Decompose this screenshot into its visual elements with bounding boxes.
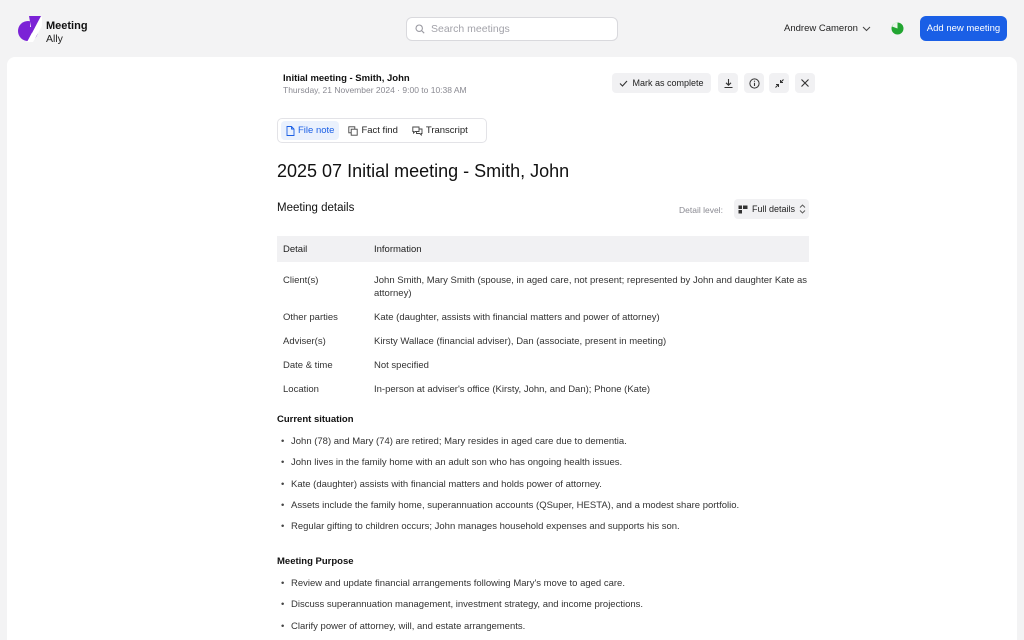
- tab-transcript[interactable]: [407, 121, 473, 140]
- detail-level-icon: [738, 205, 748, 214]
- cell-detail: Adviser(s): [283, 336, 326, 347]
- search-input[interactable]: [431, 23, 611, 35]
- cell-info: Kirsty Wallace (financial adviser), Dan (associate, present in meeting): [374, 336, 667, 347]
- meeting-date: Thursday, 21 November 2024 · 9:00 to 10:38 AM: [283, 85, 467, 95]
- list-item: • Review and update financial arrangements following Mary's move to aged care.: [281, 578, 643, 599]
- tab-label: Transcript: [425, 125, 468, 136]
- meeting-details-heading: Meeting details: [277, 202, 355, 214]
- list-item: • Discuss superannuation management, investment strategy, and income projections.: [281, 599, 643, 620]
- document-title: 2025 07 Initial meeting - Smith, John: [277, 161, 570, 181]
- list-item: • John (78) and Mary (74) are retired; Mary resides in aged care due to dementia.: [281, 436, 739, 457]
- meeting-title: Initial meeting - Smith, John: [283, 73, 410, 84]
- check-icon: [619, 80, 628, 87]
- list-item: • Assets include the family home, superannuation accounts (QSuper, HESTA), and a modest share portfolio.: [281, 500, 739, 521]
- cell-info: John Smith, Mary Smith (spouse, in aged care, not present; represented by John and daughter Kate as attorney): [374, 275, 808, 299]
- info-button[interactable]: [744, 73, 764, 93]
- tab-label: Fact find: [361, 125, 398, 136]
- collapse-icon: [774, 78, 785, 89]
- header-detail: Detail: [283, 243, 308, 255]
- cell-detail: Location: [283, 384, 319, 395]
- cell-detail: Date & time: [283, 360, 333, 371]
- add-new-meeting-button[interactable]: Add new meeting: [920, 16, 1007, 41]
- cell-info: In-person at adviser's office (Kirsty, John, and Dan); Phone (Kate): [374, 384, 651, 395]
- current-situation-list: [281, 436, 739, 542]
- download-icon: [723, 78, 734, 89]
- detail-level-value: Full details: [752, 204, 796, 214]
- cell-info: Not specified: [374, 360, 429, 371]
- tab-file-note[interactable]: [281, 121, 339, 140]
- table-row: [277, 335, 809, 348]
- cell-info: Kate (daughter, assists with financial matters and power of attorney): [374, 312, 660, 323]
- app-logo-icon[interactable]: [17, 15, 43, 43]
- collapse-button[interactable]: [769, 73, 789, 93]
- download-button[interactable]: [718, 73, 738, 93]
- list-item: • Regular gifting to children occurs; John manages household expenses and supports his son.: [281, 521, 739, 542]
- chat-icon: [412, 126, 423, 136]
- table-row: [277, 311, 809, 324]
- list-item: • John lives in the family home with an adult son who has ongoing health issues.: [281, 457, 739, 478]
- view-tabs: [277, 118, 487, 143]
- brand-sub: Ally: [46, 33, 63, 45]
- top-bar: [0, 0, 1024, 56]
- mark-as-complete-button[interactable]: [612, 73, 711, 93]
- tab-fact-find[interactable]: [343, 121, 402, 140]
- list-item: • Kate (daughter) assists with financial matters and holds power of attorney.: [281, 479, 739, 500]
- close-icon: [800, 78, 810, 88]
- current-situation-heading: Current situation: [277, 414, 354, 425]
- table-row: [277, 359, 809, 372]
- meeting-purpose-list: [281, 578, 643, 640]
- chevron-down-icon: [862, 26, 871, 32]
- mark-as-complete-label: Mark as complete: [632, 78, 704, 88]
- meeting-purpose-heading: Meeting Purpose: [277, 556, 354, 567]
- info-icon: [749, 78, 760, 89]
- detail-level-select[interactable]: [734, 199, 809, 219]
- cell-detail: Other parties: [283, 312, 338, 323]
- table-row: [277, 383, 809, 396]
- brand: [46, 20, 88, 46]
- search-box[interactable]: [406, 17, 618, 41]
- file-icon: [286, 126, 295, 136]
- tab-label: File note: [298, 125, 335, 136]
- close-button[interactable]: [795, 73, 815, 93]
- table-row: [277, 274, 809, 300]
- search-icon: [415, 24, 425, 34]
- table-header: [277, 236, 809, 262]
- list-item: • Clarify power of attorney, will, and estate arrangements.: [281, 621, 643, 640]
- copy-icon: [348, 126, 358, 136]
- chevron-updown-icon: [799, 204, 806, 214]
- status-indicator-icon[interactable]: [891, 22, 904, 35]
- meeting-details-table: [277, 236, 809, 396]
- user-name: Andrew Cameron: [784, 23, 858, 34]
- cell-detail: Client(s): [283, 275, 319, 286]
- detail-level-label: Detail level:: [679, 205, 723, 215]
- brand-name: Meeting: [46, 20, 88, 32]
- header-information: Information: [374, 243, 422, 255]
- user-menu[interactable]: [784, 23, 871, 34]
